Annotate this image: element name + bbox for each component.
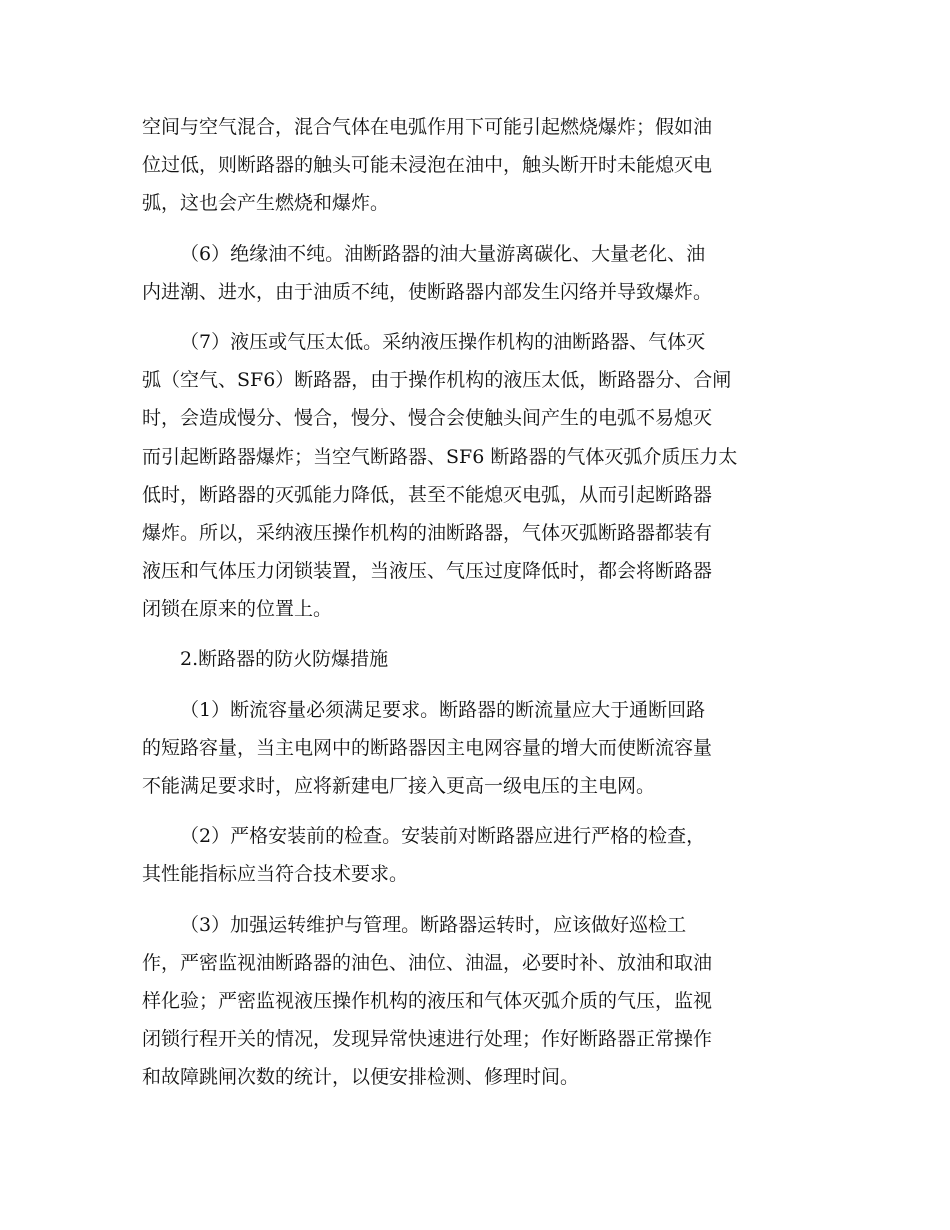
text-line: 样化验；严密监视液压操作机构的液压和气体灭弧介质的气压，监视 — [142, 989, 713, 1012]
text-line: 位过低，则断路器的触头可能未浸泡在油中，触头断开时未能熄灭电 — [142, 154, 713, 177]
section-heading-text: 2.断路器的防火防爆措施 — [180, 648, 389, 671]
text-line: 的短路容量，当主电网中的断路器因主电网容量的增大而使断流容量 — [142, 736, 713, 759]
text-line: 内进潮、进水，由于油质不纯，使断路器内部发生闪络并导致爆炸。 — [142, 280, 713, 303]
text-line: 低时，断路器的灭弧能力降低，甚至不能熄灭电弧，从而引起断路器 — [142, 483, 713, 506]
text-line: 弧（空气、SF6）断路器，由于操作机构的液压太低，断路器分、合闸 — [142, 369, 732, 392]
paragraph-impure-oil — [142, 235, 812, 311]
text-line: （1）断流容量必须满足要求。断路器的断流量应大于通断回路 — [180, 698, 706, 721]
text-line: 弧，这也会产生燃烧和爆炸。 — [142, 192, 390, 215]
text-line: 液压和气体压力闭锁装置，当液压、气压过度降低时，都会将断路器 — [142, 560, 713, 583]
text-line: （2）严格安装前的检查。安装前对断路器应进行严格的检查， — [180, 825, 706, 848]
text-line: 闭锁在原来的位置上。 — [142, 598, 333, 621]
text-line: 时，会造成慢分、慢合，慢分、慢合会使触头间产生的电弧不易熄灭 — [142, 407, 713, 430]
section-heading — [142, 640, 812, 678]
paragraph-pre-install-inspection — [142, 817, 812, 893]
text-line: 和故障跳闸次数的统计，以便安排检测、修理时间。 — [142, 1066, 580, 1089]
text-line: （7）液压或气压太低。采纳液压操作机构的油断路器、气体灭 — [180, 330, 706, 353]
text-line: 不能满足要求时，应将新建电厂接入更高一级电压的主电网。 — [142, 775, 656, 797]
paragraph-low-pressure — [142, 323, 812, 629]
text-line: 空间与空气混合，混合气体在电弧作用下可能引起燃烧爆炸；假如油 — [142, 116, 713, 138]
paragraph-arc-explosion-continued — [142, 108, 812, 223]
text-line: （6）绝缘油不纯。油断路器的油大量游离碳化、大量老化、油 — [180, 242, 706, 265]
text-line: 而引起断路器爆炸；当空气断路器、SF6 断路器的气体灭弧介质压力太 — [142, 445, 738, 468]
text-line: 爆炸。所以，采纳液压操作机构的油断路器，气体灭弧断路器都装有 — [142, 521, 713, 544]
text-line: 作，严密监视油断路器的油色、油位、油温，必要时补、放油和取油 — [142, 951, 713, 974]
text-line: （3）加强运转维护与管理。断路器运转时，应该做好巡检工 — [180, 913, 687, 936]
text-line: 闭锁行程开关的情况，发现异常快速进行处理；作好断路器正常操作 — [142, 1028, 713, 1051]
paragraph-maintenance — [142, 906, 812, 1097]
text-line: 其性能指标应当符合技术要求。 — [142, 863, 409, 886]
paragraph-breaking-capacity — [142, 691, 812, 806]
document-body — [142, 108, 812, 1109]
